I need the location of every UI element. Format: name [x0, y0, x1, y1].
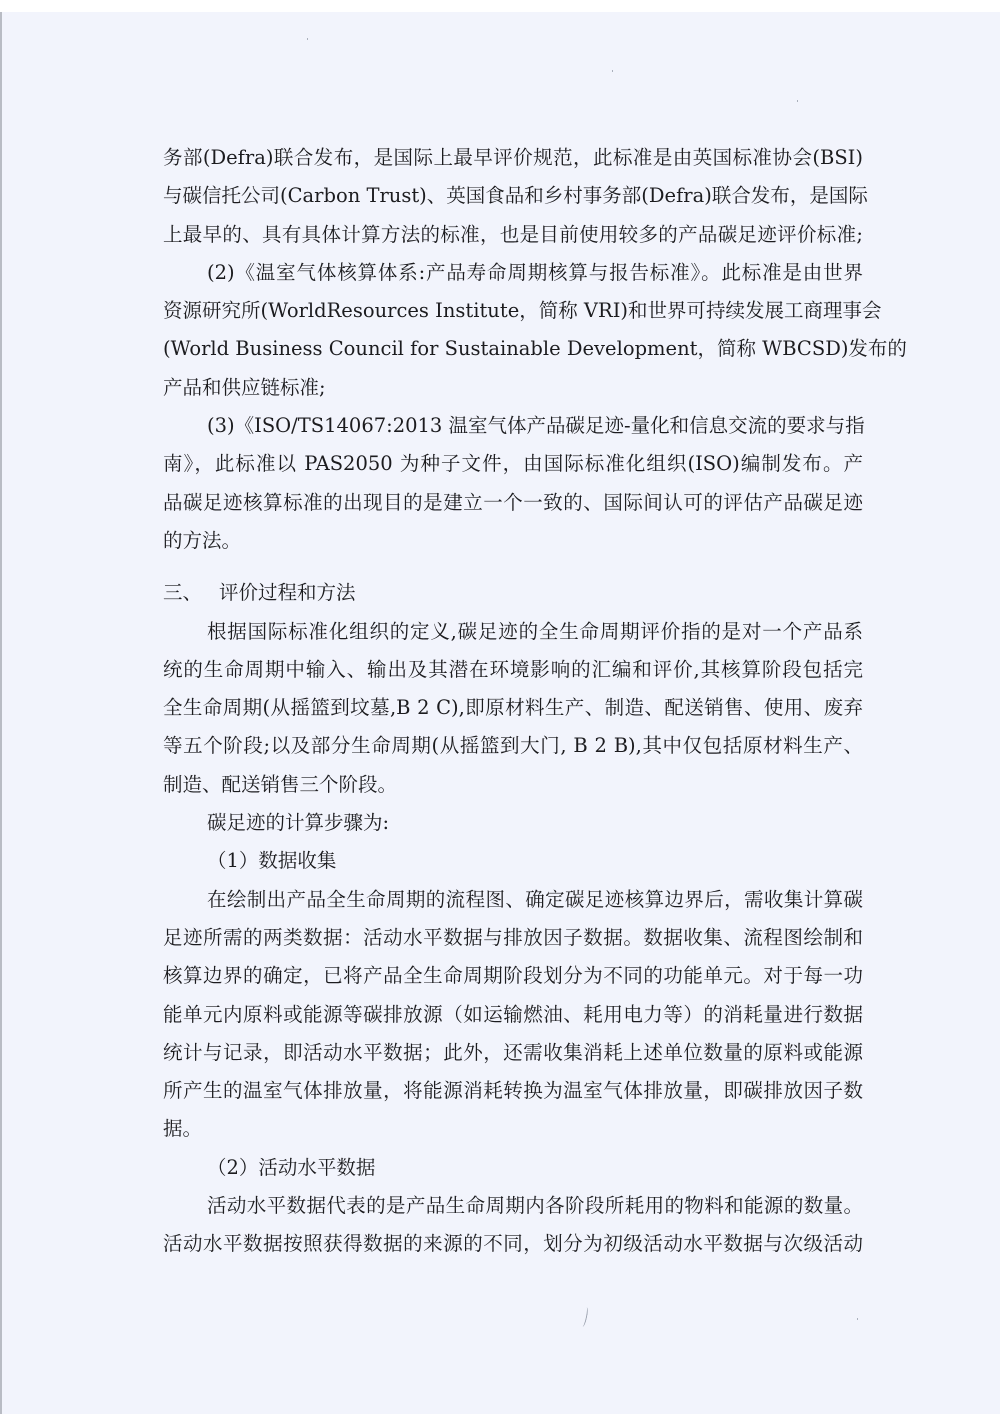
scan-speck — [612, 70, 613, 72]
text-line: 等五个阶段;以及部分生命周期(从摇篮到大门, B 2 B),其中仅包括原材料生产、 — [163, 734, 863, 758]
text-line: 与碳信托公司(Carbon Trust)、英国食品和乡村事务部(Defra)联合发布，是国际 — [163, 184, 868, 208]
text-line: 产品和供应链标准; — [163, 375, 326, 399]
paragraph-lca-definition — [163, 613, 863, 804]
text-line: 活动水平数据按照获得数据的来源的不同，划分为初级活动水平数据与次级活动 — [163, 1232, 863, 1256]
paragraph-pas2050-continuation — [163, 139, 868, 254]
scan-speck — [857, 1318, 858, 1320]
text-line: 核算边界的确定，已将产品全生命周期阶段划分为不同的功能单元。对于每一功 — [163, 964, 863, 988]
scan-speck — [307, 38, 308, 40]
step-1-title: （1）数据收集 — [207, 849, 337, 873]
paragraph-activity-data — [163, 1187, 863, 1264]
text-line: 据。 — [163, 1117, 203, 1141]
text-line: 资源研究所(WorldResources Institute，简称 VRI)和世界可持续发展工商理事会 — [163, 299, 882, 323]
paragraph-data-collection — [163, 881, 863, 1149]
text-line: 南》，此标准以 PAS2050 为种子文件，由国际标准化组织(ISO)编制发布。产 — [163, 452, 863, 476]
scan-top-margin — [0, 0, 1000, 12]
text-line: 全生命周期(从摇篮到坟墓,B 2 C),即原材料生产、制造、配送销售、使用、废弃 — [163, 696, 863, 720]
text-line: 足迹所需的两类数据：活动水平数据与排放因子数据。数据收集、流程图绘制和 — [163, 925, 863, 949]
text-line: 制造、配送销售三个阶段。 — [163, 772, 398, 796]
steps-intro: 碳足迹的计算步骤为: — [207, 811, 390, 835]
text-line: 活动水平数据代表的是产品生命周期内各阶段所耗用的物料和能源的数量。 — [207, 1194, 863, 1218]
paragraph-ghg-protocol-standard — [163, 254, 907, 407]
text-line: 能单元内原料或能源等碳排放源（如运输燃油、耗用电力等）的消耗量进行数据 — [163, 1002, 863, 1026]
text-line: 在绘制出产品全生命周期的流程图、确定碳足迹核算边界后，需收集计算碳 — [207, 887, 863, 911]
section-number: 三、 — [163, 581, 203, 605]
text-line: 品碳足迹核算标准的出现目的是建立一个一致的、国际间认可的评估产品碳足迹 — [163, 490, 863, 514]
text-line: (World Business Council for Sustainable Development，简称 WBCSD)发布的 — [163, 337, 907, 361]
text-line: 上最早的、具有具体计算方法的标准，也是目前使用较多的产品碳足迹评价标准; — [163, 222, 863, 246]
step-2-title: （2）活动水平数据 — [207, 1155, 376, 1179]
text-line: 的方法。 — [163, 528, 242, 552]
text-line: 统的生命周期中输入、输出及其潜在环境影响的汇编和评价,其核算阶段包括完 — [163, 657, 863, 681]
text-line: 所产生的温室气体排放量，将能源消耗转换为温室气体排放量，即碳排放因子数 — [163, 1079, 863, 1103]
section-heading — [163, 574, 863, 612]
scan-speck — [797, 100, 798, 102]
text-line: (2)《温室气体核算体系:产品寿命周期核算与报告标准》。此标准是由世界 — [207, 260, 863, 284]
text-line: (3)《ISO/TS14067:2013 温室气体产品碳足迹-量化和信息交流的要求与指 — [207, 414, 865, 438]
spacer — [163, 560, 863, 574]
text-line: 根据国际标准化组织的定义,碳足迹的全生命周期评价指的是对一个产品系 — [207, 619, 863, 643]
text-line: 务部(Defra)联合发布，是国际上最早评价规范，此标准是由英国标准协会(BSI) — [163, 146, 863, 169]
pen-mark — [580, 1307, 589, 1328]
section-title: 评价过程和方法 — [219, 581, 356, 605]
text-line: 统计与记录，即活动水平数据；此外，还需收集消耗上述单位数量的原料或能源 — [163, 1040, 863, 1064]
document-body — [163, 139, 907, 1264]
paragraph-iso-14067-standard — [163, 407, 863, 560]
